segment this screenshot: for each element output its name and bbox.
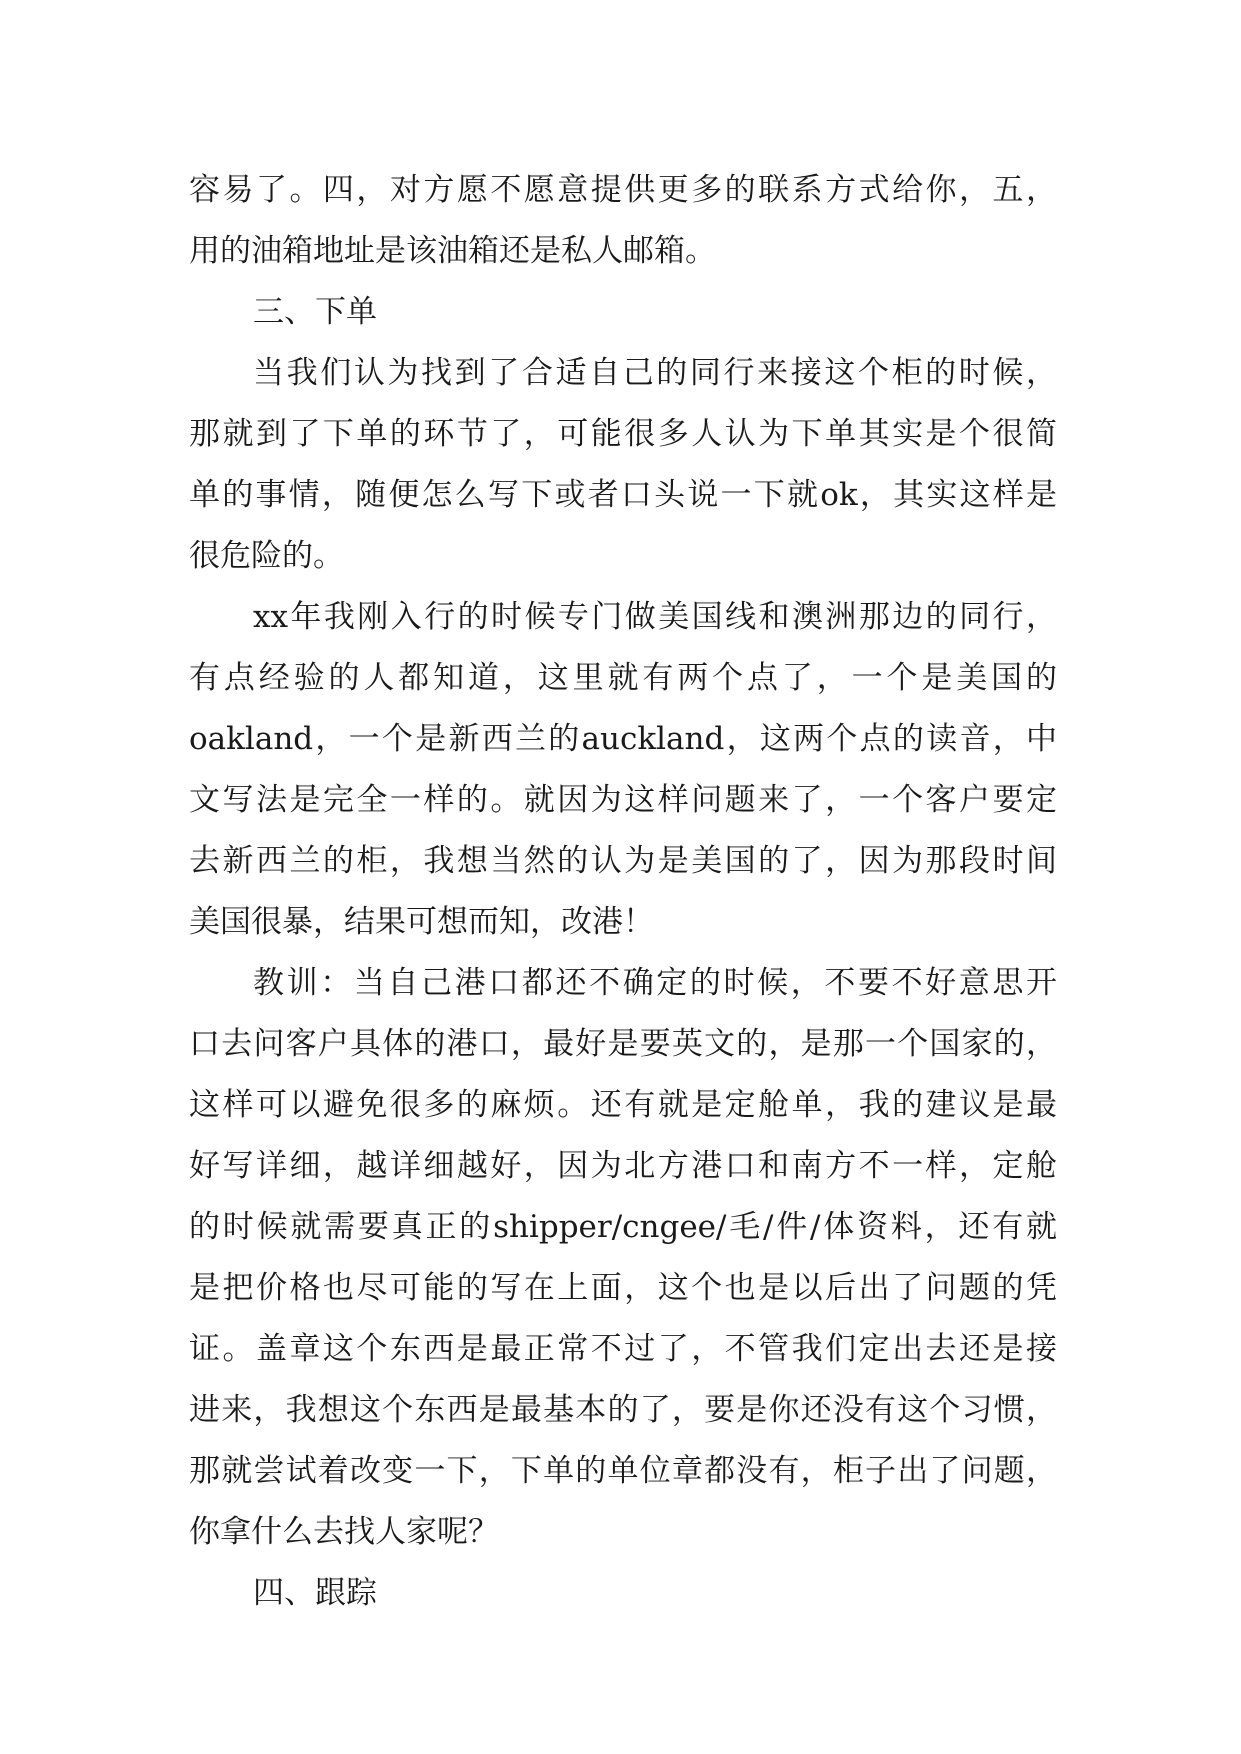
paragraph-line: 口去问客户具体的港口，最好是要英文的，是那一个国家的， [189, 1026, 1057, 1062]
paragraph-line: 是把价格也尽可能的写在上面，这个也是以后出了问题的凭 [189, 1270, 1057, 1306]
section-heading-4: 四、跟踪 [253, 1575, 377, 1611]
paragraph-line: 容易了。四，对方愿不愿意提供更多的联系方式给你，五， [189, 172, 1057, 208]
paragraph-line: 你拿什么去找人家呢？ [189, 1514, 499, 1550]
paragraph-2 [189, 343, 1057, 587]
paragraph-line: 用的油箱地址是该油箱还是私人邮箱。 [189, 233, 716, 269]
section-heading-3: 三、下单 [253, 294, 377, 330]
paragraph-line: 美国很暴，结果可想而知，改港！ [189, 904, 654, 940]
paragraph-line: 那就到了下单的环节了，可能很多人认为下单其实是个很简 [189, 416, 1057, 452]
paragraph-line: 这样可以避免很多的麻烦。还有就是定舱单，我的建议是最 [189, 1087, 1057, 1123]
paragraph-line: 进来，我想这个东西是最基本的了，要是你还没有这个习惯， [189, 1392, 1057, 1428]
document-body [189, 160, 1057, 1624]
paragraph-4 [189, 953, 1057, 1563]
paragraph-line: 当我们认为找到了合适自己的同行来接这个柜的时候， [253, 355, 1057, 391]
paragraph-line: 去新西兰的柜，我想当然的认为是美国的了，因为那段时间 [189, 843, 1057, 879]
paragraph-line: 文写法是完全一样的。就因为这样问题来了，一个客户要定 [189, 782, 1057, 818]
paragraph-3 [189, 587, 1057, 953]
paragraph-line: 好写详细，越详细越好，因为北方港口和南方不一样，定舱 [189, 1148, 1057, 1184]
paragraph-line: xx年我刚入行的时候专门做美国线和澳洲那边的同行， [253, 599, 1057, 635]
paragraph-line: 证。盖章这个东西是最正常不过了，不管我们定出去还是接 [189, 1331, 1057, 1367]
paragraph-line: 有点经验的人都知道，这里就有两个点了，一个是美国的 [189, 660, 1057, 696]
paragraph-line: oakland，一个是新西兰的auckland，这两个点的读音，中 [189, 721, 1057, 757]
paragraph-1 [189, 160, 1057, 282]
paragraph-line: 单的事情，随便怎么写下或者口头说一下就ok，其实这样是 [189, 477, 1057, 513]
paragraph-line: 那就尝试着改变一下，下单的单位章都没有，柜子出了问题， [189, 1453, 1057, 1489]
paragraph-line: 的时候就需要真正的shipper/cngee/毛/件/体资料，还有就 [189, 1209, 1057, 1245]
paragraph-line: 很危险的。 [189, 538, 344, 574]
paragraph-line: 教训：当自己港口都还不确定的时候，不要不好意思开 [253, 965, 1057, 1001]
